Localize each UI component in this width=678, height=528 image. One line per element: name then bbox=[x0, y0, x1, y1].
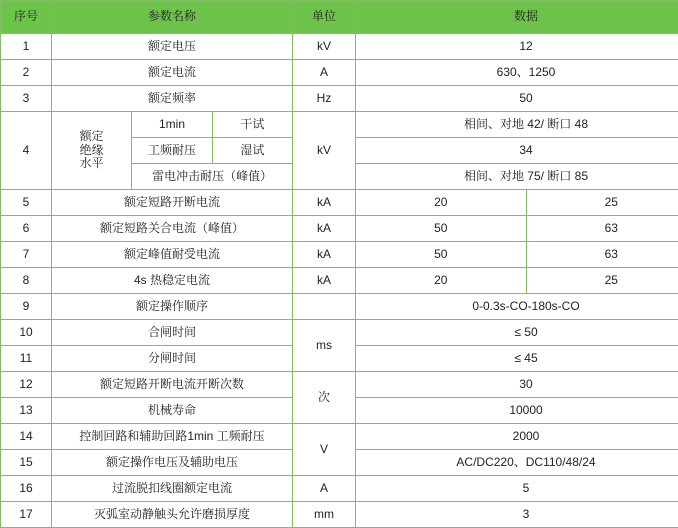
row-data-right: 25 bbox=[526, 268, 678, 294]
row-data-lightning: 相间、对地 75/ 断口 85 bbox=[356, 164, 678, 190]
row-no: 5 bbox=[1, 190, 52, 216]
row-name: 额定短路关合电流（峰值） bbox=[52, 216, 293, 242]
row-name: 合闸时间 bbox=[52, 320, 293, 346]
group-label-line3: 水平 bbox=[80, 156, 104, 170]
row-name: 灭弧室动静触头允许磨损厚度 bbox=[52, 502, 293, 528]
table-row bbox=[1, 502, 678, 528]
table-row bbox=[1, 216, 678, 242]
row-name: 额定操作顺序 bbox=[52, 294, 293, 320]
row-unit: kV bbox=[293, 34, 356, 60]
table-row bbox=[1, 190, 678, 216]
row-no: 3 bbox=[1, 86, 52, 112]
row-name: 控制回路和辅助回路1min 工频耐压 bbox=[52, 424, 293, 450]
table-row bbox=[1, 372, 678, 398]
row-name: 额定峰值耐受电流 bbox=[52, 242, 293, 268]
row-data: 0-0.3s-CO-180s-CO bbox=[356, 294, 678, 320]
row-unit: ms bbox=[293, 320, 356, 372]
row-data-left: 20 bbox=[356, 190, 527, 216]
row-data: 12 bbox=[356, 34, 678, 60]
header-cell-unit: 单位 bbox=[293, 1, 356, 34]
row-data: 5 bbox=[356, 476, 678, 502]
sub-label-wet: 湿试 bbox=[212, 138, 292, 164]
row-unit: kA bbox=[293, 242, 356, 268]
table-row bbox=[1, 476, 678, 502]
row-name: 机械寿命 bbox=[52, 398, 293, 424]
row-unit: A bbox=[293, 476, 356, 502]
row-name: 额定电流 bbox=[52, 60, 293, 86]
row-no: 11 bbox=[1, 346, 52, 372]
table-row bbox=[1, 34, 678, 60]
sub-label-1min: 1min bbox=[132, 112, 212, 138]
table-row bbox=[1, 268, 678, 294]
header-cell-data: 数据 bbox=[356, 1, 678, 34]
row-unit: Hz bbox=[293, 86, 356, 112]
row-no: 7 bbox=[1, 242, 52, 268]
sub-label-dry: 干试 bbox=[212, 112, 292, 138]
row-data: 2000 bbox=[356, 424, 678, 450]
row-data-right: 63 bbox=[526, 242, 678, 268]
row-no: 17 bbox=[1, 502, 52, 528]
row-data: 630、1250 bbox=[356, 60, 678, 86]
row-data: ≤ 50 bbox=[356, 320, 678, 346]
table-row bbox=[1, 112, 678, 138]
row-name: 额定操作电压及辅助电压 bbox=[52, 450, 293, 476]
row-unit: kA bbox=[293, 268, 356, 294]
table-header bbox=[1, 1, 678, 34]
row-no: 9 bbox=[1, 294, 52, 320]
table-body bbox=[1, 34, 678, 528]
row-data: 3 bbox=[356, 502, 678, 528]
row-no: 6 bbox=[1, 216, 52, 242]
row-no: 8 bbox=[1, 268, 52, 294]
table-row bbox=[1, 86, 678, 112]
row-data-left: 20 bbox=[356, 268, 527, 294]
row-unit: kV bbox=[293, 112, 356, 190]
row-data-right: 63 bbox=[526, 216, 678, 242]
table-row bbox=[1, 320, 678, 346]
row-data-left: 50 bbox=[356, 242, 527, 268]
row-name: 额定频率 bbox=[52, 86, 293, 112]
row-data: 10000 bbox=[356, 398, 678, 424]
row-unit: 次 bbox=[293, 372, 356, 424]
row-data-wet: 34 bbox=[356, 138, 678, 164]
row-data: 30 bbox=[356, 372, 678, 398]
row-no: 4 bbox=[1, 112, 52, 190]
row-data-right: 25 bbox=[526, 190, 678, 216]
row-data: 50 bbox=[356, 86, 678, 112]
row-unit: kA bbox=[293, 190, 356, 216]
row-unit bbox=[293, 294, 356, 320]
sub-label-power-freq: 工频耐压 bbox=[132, 138, 212, 164]
row-name: 额定短路开断电流 bbox=[52, 190, 293, 216]
row-no: 1 bbox=[1, 34, 52, 60]
row-unit: mm bbox=[293, 502, 356, 528]
row-no: 13 bbox=[1, 398, 52, 424]
row-no: 10 bbox=[1, 320, 52, 346]
table-row bbox=[1, 60, 678, 86]
row-name: 额定短路开断电流开断次数 bbox=[52, 372, 293, 398]
group-label-line1: 额定 bbox=[80, 129, 104, 143]
row-data-dry: 相间、对地 42/ 断口 48 bbox=[356, 112, 678, 138]
row-name: 过流脱扣线圈额定电流 bbox=[52, 476, 293, 502]
header-cell-no: 序号 bbox=[1, 1, 52, 34]
row-data: AC/DC220、DC110/48/24 bbox=[356, 450, 678, 476]
table-row bbox=[1, 242, 678, 268]
row-no: 2 bbox=[1, 60, 52, 86]
row-unit: kA bbox=[293, 216, 356, 242]
row-unit: V bbox=[293, 424, 356, 476]
table-row bbox=[1, 294, 678, 320]
row-name-group bbox=[52, 112, 132, 190]
row-no: 16 bbox=[1, 476, 52, 502]
row-no: 14 bbox=[1, 424, 52, 450]
row-name: 额定电压 bbox=[52, 34, 293, 60]
row-no: 12 bbox=[1, 372, 52, 398]
row-unit: A bbox=[293, 60, 356, 86]
header-row bbox=[1, 1, 678, 34]
row-data-left: 50 bbox=[356, 216, 527, 242]
row-no: 15 bbox=[1, 450, 52, 476]
row-name: 分闸时间 bbox=[52, 346, 293, 372]
group-label-line2: 绝缘 bbox=[80, 143, 104, 157]
sub-label-lightning: 雷电冲击耐压（峰值） bbox=[132, 164, 293, 190]
row-data: ≤ 45 bbox=[356, 346, 678, 372]
header-cell-name: 参数名称 bbox=[52, 1, 293, 34]
table-row bbox=[1, 424, 678, 450]
row-name: 4s 热稳定电流 bbox=[52, 268, 293, 294]
